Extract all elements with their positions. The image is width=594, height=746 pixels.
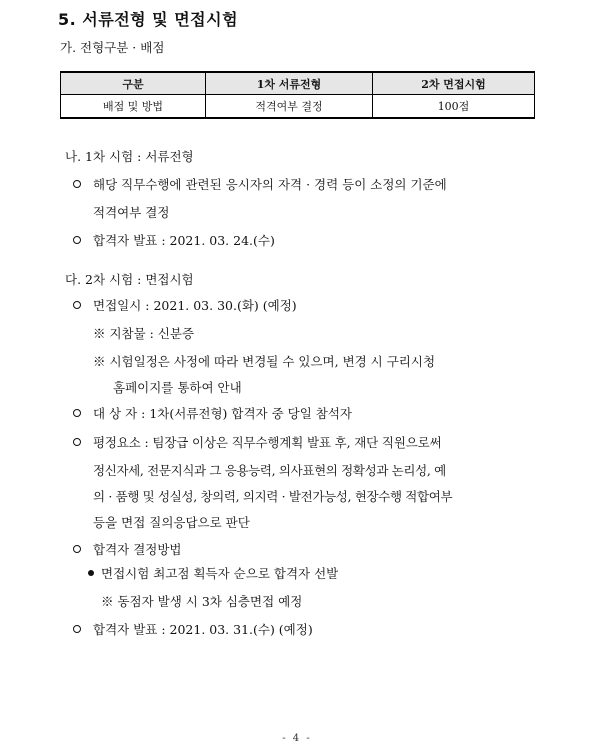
bullet-item: 면접시험 최고점 획득자 순으로 합격자 선발 (101, 566, 339, 581)
subsection-na: 나. 1차 시험 : 서류전형 (65, 149, 194, 164)
table-header-row (61, 72, 535, 95)
note-item: ※ 시험일정은 사정에 따라 변경될 수 있으며, 변경 시 구리시청 (93, 354, 436, 369)
circle-bullet-icon (73, 545, 81, 553)
list-item: 평정요소 : 팀장급 이상은 직무수행계획 발표 후, 재단 직원으로써 (93, 435, 442, 450)
table-cell: 배점 및 방법 (61, 95, 206, 119)
circle-bullet-icon (73, 236, 81, 244)
list-item: 합격자 발표 : 2021. 03. 24.(수) (93, 233, 275, 248)
table-row (61, 95, 535, 119)
list-item-continuation: 적격여부 결정 (93, 205, 170, 220)
table-header-cell: 2차 면접시험 (373, 72, 535, 95)
list-item: 합격자 발표 : 2021. 03. 31.(수) (예정) (93, 622, 313, 637)
circle-bullet-icon (73, 625, 81, 633)
table-header-cell: 1차 서류전형 (206, 72, 373, 95)
section-heading: 5. 서류전형 및 면접시험 (58, 10, 239, 29)
note-item-continuation: 홈페이지를 통하여 안내 (113, 380, 242, 395)
subsection-ga: 가. 전형구분 · 배점 (60, 40, 165, 55)
table-header-cell: 구분 (61, 72, 206, 95)
circle-bullet-icon (73, 180, 81, 188)
page-number: - 4 - (282, 733, 312, 744)
subsection-da: 다. 2차 시험 : 면접시험 (65, 272, 194, 287)
table-cell: 100점 (373, 95, 535, 119)
list-item-continuation: 의 · 품행 및 성실성, 창의력, 의지력 · 발전가능성, 현장수행 적합여부 (93, 489, 453, 504)
list-item: 면접일시 : 2021. 03. 30.(화) (예정) (93, 298, 297, 313)
list-item: 해당 직무수행에 관련된 응시자의 자격 · 경력 등이 소정의 기준에 (93, 177, 447, 192)
list-item-continuation: 정신자세, 전문지식과 그 응용능력, 의사표현의 정확성과 논리성, 예 (93, 463, 446, 478)
list-item: 대 상 자 : 1차(서류전형) 합격자 중 당일 참석자 (93, 406, 352, 421)
dot-bullet-icon (88, 570, 94, 576)
circle-bullet-icon (73, 438, 81, 446)
note-item: ※ 지참물 : 신분증 (93, 326, 195, 341)
circle-bullet-icon (73, 409, 81, 417)
list-item-continuation: 등을 면접 질의응답으로 판단 (93, 515, 250, 530)
table-cell: 적격여부 결정 (206, 95, 373, 119)
circle-bullet-icon (73, 301, 81, 309)
list-item: 합격자 결정방법 (93, 542, 182, 557)
score-table (60, 71, 535, 119)
note-item: ※ 동점자 발생 시 3차 심층면접 예정 (101, 594, 303, 609)
